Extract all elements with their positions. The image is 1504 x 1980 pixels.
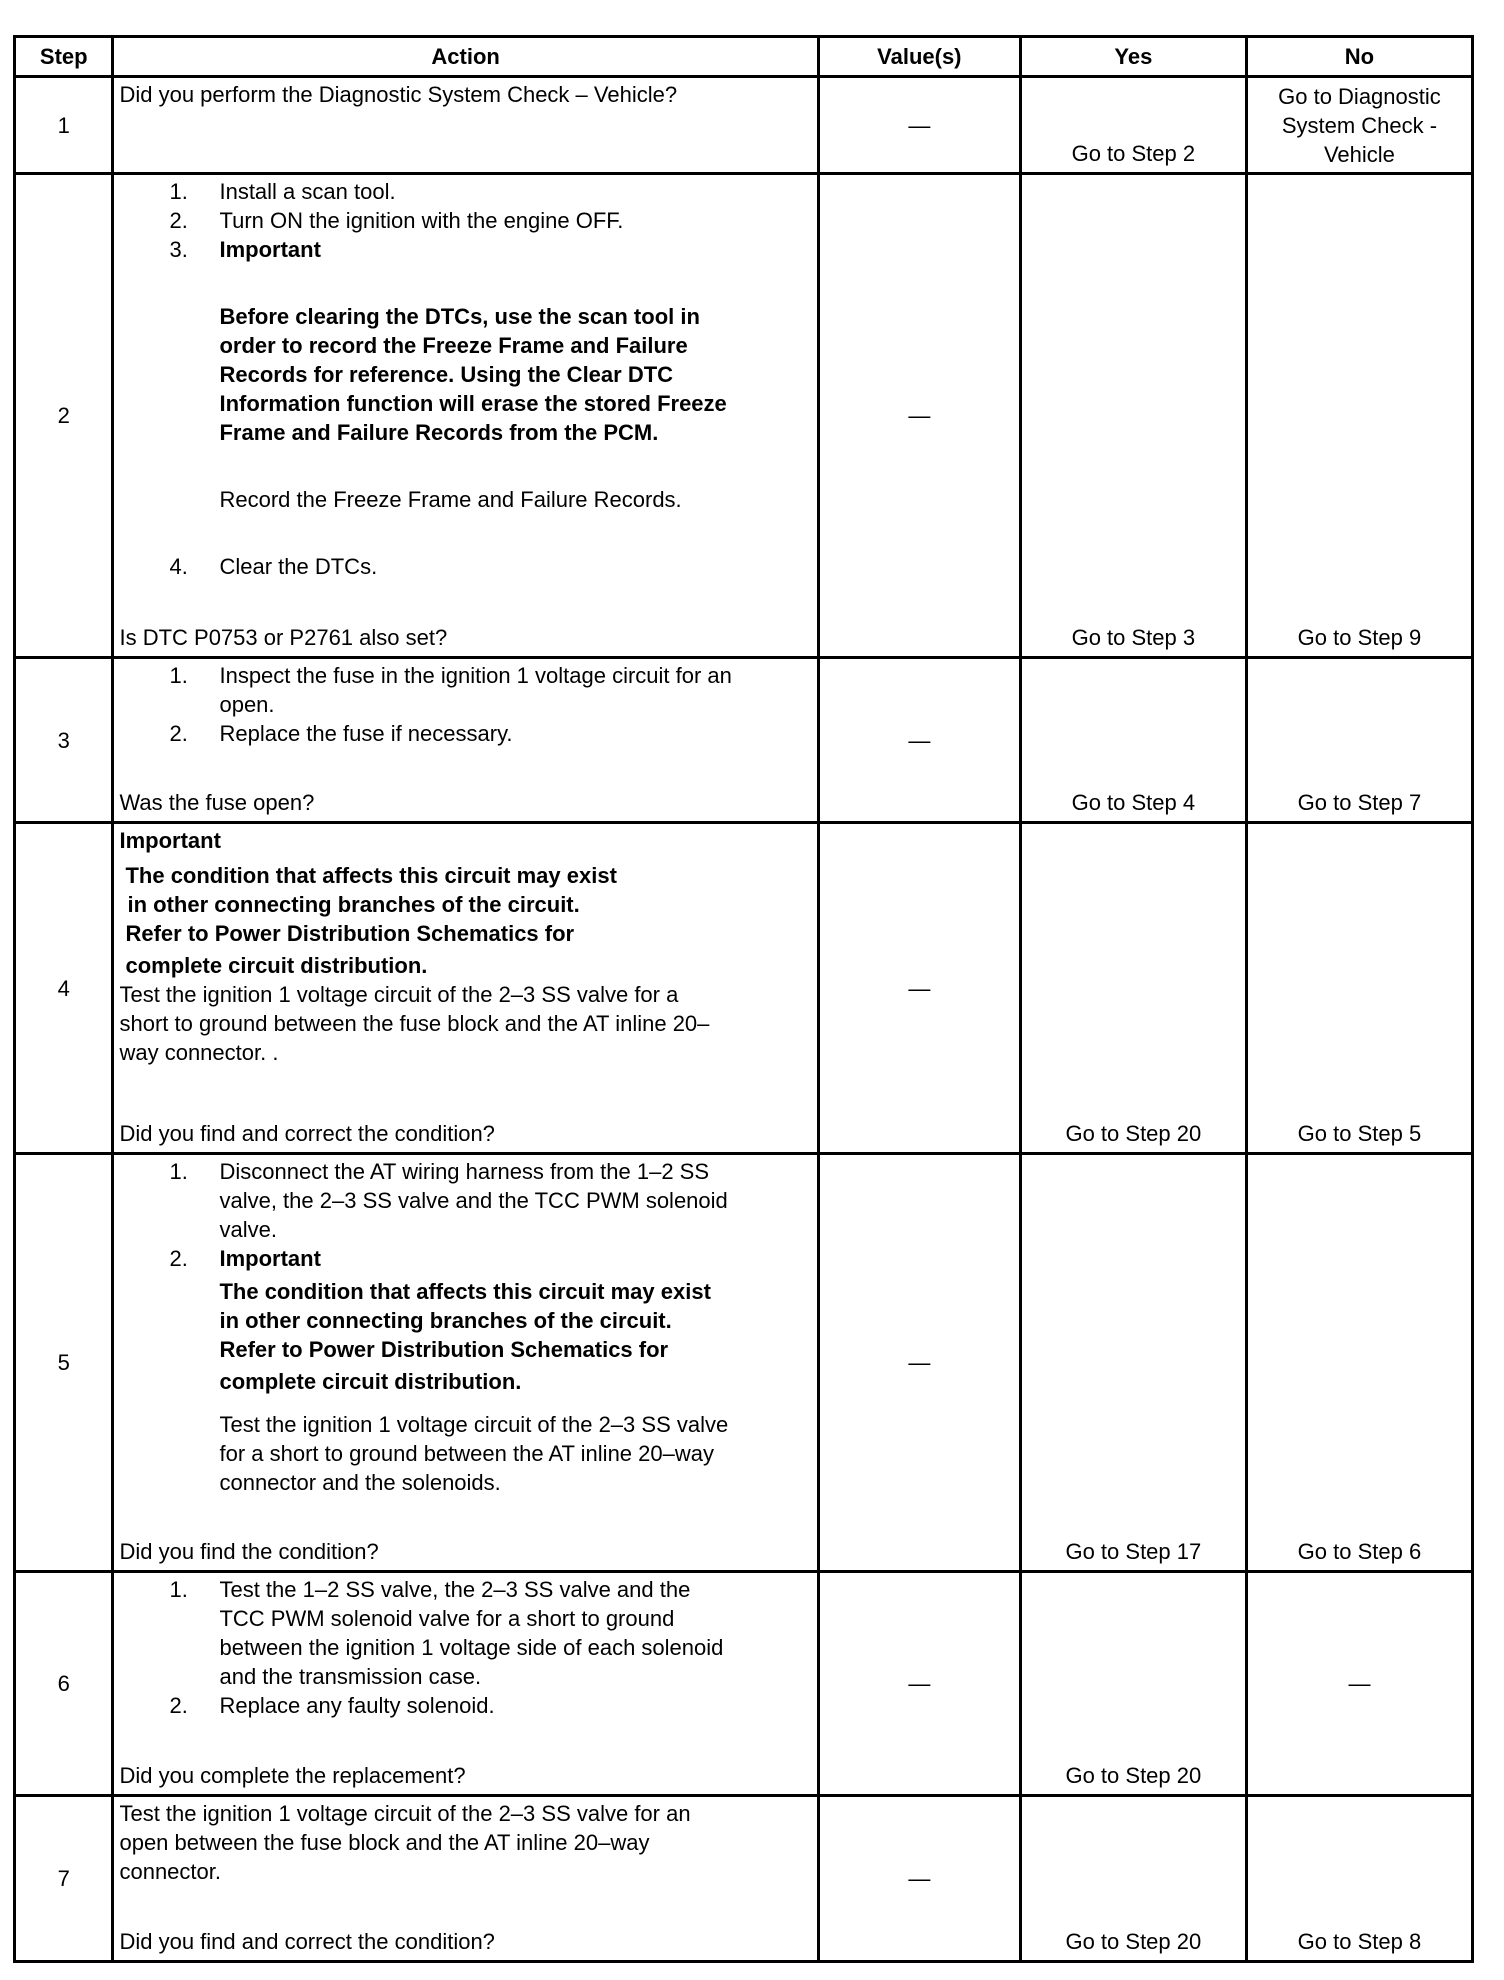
step-number: 2 — [15, 174, 113, 658]
no-cell — [1246, 77, 1472, 174]
header-step: Step — [15, 37, 113, 77]
action-question: Did you find and correct the condition? — [119, 1929, 495, 1954]
important-note: The condition that affects this circuit may exist in other connecting branches of the circuit. Refer to Power Distribution Schematics for complete circuit distribution. — [219, 1279, 711, 1394]
action-list — [119, 1157, 812, 1273]
action-question: Was the fuse open? — [119, 790, 315, 815]
step-number: 3 — [15, 658, 113, 823]
action-cell — [113, 1572, 818, 1796]
no-cell: — — [1246, 1572, 1472, 1796]
important-note: Before clearing the DTCs, use the scan tool in order to record the Freeze Frame and Failure Records for reference. Using the Clear DTC Information function will erase the stored Freeze Frame and Failure Records from the PCM. — [219, 304, 727, 445]
list-item: 1. Disconnect the AT wiring harness from the 1–2 SS valve, the 2–3 SS valve and the TCC PWM solenoid valve. — [169, 1159, 728, 1242]
yes-link[interactable]: Go to Step 17 — [1065, 1539, 1202, 1564]
yes-link[interactable]: Go to Step 20 — [1065, 1929, 1202, 1954]
value-cell: — — [818, 823, 1020, 1154]
yes-cell — [1020, 658, 1246, 823]
yes-cell — [1020, 1796, 1246, 1962]
table-row — [15, 77, 1473, 174]
value-cell: — — [818, 1154, 1020, 1572]
no-cell — [1246, 823, 1472, 1154]
list-item: 3. Important — [169, 237, 321, 262]
yes-link[interactable]: Go to Step 3 — [1071, 625, 1196, 650]
action-cell — [113, 1154, 818, 1572]
header-action: Action — [113, 37, 818, 77]
yes-cell — [1020, 1154, 1246, 1572]
step-number: 5 — [15, 1154, 113, 1572]
value-cell: — — [818, 174, 1020, 658]
table-row — [15, 1796, 1473, 1962]
yes-link[interactable]: Go to Step 20 — [1065, 1121, 1202, 1146]
no-line: System Check - — [1281, 113, 1438, 138]
list-item: 1. Test the 1–2 SS valve, the 2–3 SS valve and the TCC PWM solenoid valve for a short to ground between the ignition 1 voltage side of each solenoid and the transmission case. — [169, 1577, 724, 1689]
step-number: 4 — [15, 823, 113, 1154]
action-body: Test the ignition 1 voltage circuit of the 2–3 SS valve for an open between the fuse block and the AT inline 20–way connector. — [119, 1801, 691, 1884]
table-row — [15, 823, 1473, 1154]
list-item: 2. Replace the fuse if necessary. — [169, 721, 513, 746]
table-row — [15, 174, 1473, 658]
action-body: Test the ignition 1 voltage circuit of the 2–3 SS valve for a short to ground between the AT inline 20–way connector and the solenoids. — [219, 1412, 729, 1495]
diagnostic-table — [13, 35, 1474, 1963]
value-cell: — — [818, 1796, 1020, 1962]
yes-cell — [1020, 77, 1246, 174]
action-cell — [113, 174, 818, 658]
yes-link[interactable]: Go to Step 2 — [1071, 141, 1196, 166]
list-item: 2. Turn ON the ignition with the engine OFF. — [169, 208, 624, 233]
yes-link[interactable]: Go to Step 4 — [1071, 790, 1196, 815]
value-cell: — — [818, 1572, 1020, 1796]
no-link[interactable]: Go to Step 7 — [1297, 790, 1422, 815]
no-link[interactable]: Go to Step 9 — [1297, 625, 1422, 650]
table-row — [15, 1154, 1473, 1572]
action-cell — [113, 823, 818, 1154]
no-cell — [1246, 174, 1472, 658]
step-number: 1 — [15, 77, 113, 174]
yes-link[interactable]: Go to Step 20 — [1065, 1763, 1202, 1788]
important-note: The condition that affects this circuit may exist in other connecting branches of the circuit. Refer to Power Distribution Schematics for complete circuit distribution. — [125, 863, 617, 978]
value-cell: — — [818, 77, 1020, 174]
step-number: 6 — [15, 1572, 113, 1796]
no-link[interactable]: Go to Step 6 — [1297, 1539, 1422, 1564]
action-question: Did you find the condition? — [119, 1539, 379, 1564]
action-list — [119, 661, 812, 748]
header-no: No — [1246, 37, 1472, 77]
table-row — [15, 1572, 1473, 1796]
table-row — [15, 658, 1473, 823]
action-list — [119, 177, 812, 264]
action-cell — [113, 1796, 818, 1962]
action-question: Did you find and correct the condition? — [119, 1121, 495, 1146]
list-item: 2. Important — [169, 1246, 321, 1271]
no-link[interactable]: Go to Step 8 — [1297, 1929, 1422, 1954]
no-line: Vehicle — [1323, 142, 1395, 167]
list-item: 1. Inspect the fuse in the ignition 1 voltage circuit for an open. — [169, 663, 732, 717]
action-question: Did you perform the Diagnostic System Check – Vehicle? — [119, 82, 678, 107]
list-item: 4. Clear the DTCs. — [169, 554, 378, 579]
yes-cell — [1020, 823, 1246, 1154]
header-yes: Yes — [1020, 37, 1246, 77]
no-link[interactable]: Go to Step 5 — [1297, 1121, 1422, 1146]
record-instruction: Record the Freeze Frame and Failure Records. — [219, 487, 682, 512]
action-cell — [113, 658, 818, 823]
list-item: 1. Install a scan tool. — [169, 179, 396, 204]
no-line: Go to Diagnostic — [1278, 84, 1441, 109]
no-cell — [1246, 1796, 1472, 1962]
action-question: Is DTC P0753 or P2761 also set? — [119, 625, 448, 650]
header-values: Value(s) — [818, 37, 1020, 77]
no-cell — [1246, 658, 1472, 823]
step-number: 7 — [15, 1796, 113, 1962]
action-cell — [113, 77, 818, 174]
action-list — [119, 552, 812, 581]
yes-cell — [1020, 1572, 1246, 1796]
list-item: 2. Replace any faulty solenoid. — [169, 1693, 495, 1718]
action-question: Did you complete the replacement? — [119, 1763, 466, 1788]
important-label: Important — [119, 828, 221, 853]
action-body: Test the ignition 1 voltage circuit of the 2–3 SS valve for a short to ground between the fuse block and the AT inline 20– way connector. . — [119, 982, 710, 1065]
action-list — [119, 1575, 812, 1720]
value-cell: — — [818, 658, 1020, 823]
no-cell — [1246, 1154, 1472, 1572]
no-link[interactable] — [1248, 82, 1471, 169]
header-row — [15, 37, 1473, 77]
yes-cell — [1020, 174, 1246, 658]
